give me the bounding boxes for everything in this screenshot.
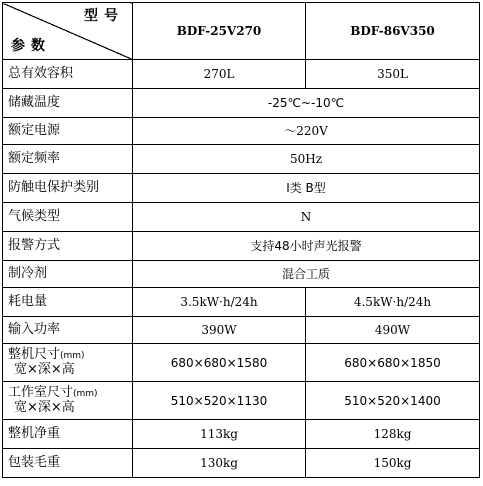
row-label-main: 整机尺寸 — [8, 347, 61, 362]
table-row — [3, 89, 480, 118]
spec-table-container — [2, 2, 480, 478]
value-b: 490W — [306, 317, 480, 344]
row-label: 制冷剂 — [3, 261, 133, 288]
value-a: 270L — [133, 60, 306, 89]
row-label-sub: 宽×深×高 — [14, 362, 75, 377]
row-label: 耗电量 — [3, 288, 133, 317]
model-header-label: 型号 — [84, 8, 124, 24]
table-row — [3, 232, 480, 261]
row-label-unit: (mm) — [60, 351, 85, 361]
value-merged: -25℃~-10℃ — [133, 89, 480, 118]
header-diagonal-cell — [3, 3, 133, 60]
model-a-header: BDF-25V270 — [133, 3, 306, 60]
value-b: 128kg — [306, 420, 480, 449]
value-merged: 50Hz — [133, 145, 480, 174]
row-label: 输入功率 — [3, 317, 133, 344]
value-merged: ～220V — [133, 118, 480, 145]
row-label: 报警方式 — [3, 232, 133, 261]
row-label-unit: (mm) — [73, 389, 98, 399]
value-a: 113kg — [133, 420, 306, 449]
value-merged: I类 B型 — [133, 174, 480, 203]
spec-table — [2, 2, 480, 478]
value-b: 350L — [306, 60, 480, 89]
row-label — [3, 344, 133, 382]
row-label: 总有效容积 — [3, 60, 133, 89]
table-row — [3, 145, 480, 174]
value-a: 130kg — [133, 449, 306, 478]
table-row — [3, 174, 480, 203]
value-merged: 支持48小时声光报警 — [133, 232, 480, 261]
value-a: 510×520×1130 — [133, 382, 306, 420]
table-row — [3, 118, 480, 145]
value-b: 4.5kW·h/24h — [306, 288, 480, 317]
model-b-header: BDF-86V350 — [306, 3, 480, 60]
table-row — [3, 288, 480, 317]
row-label: 整机净重 — [3, 420, 133, 449]
table-row — [3, 382, 480, 420]
value-a: 3.5kW·h/24h — [133, 288, 306, 317]
value-b: 150kg — [306, 449, 480, 478]
table-row — [3, 317, 480, 344]
table-row — [3, 261, 480, 288]
row-label — [3, 382, 133, 420]
value-b: 510×520×1400 — [306, 382, 480, 420]
value-merged: N — [133, 203, 480, 232]
table-row — [3, 60, 480, 89]
param-header-label: 参数 — [11, 38, 51, 54]
row-label: 额定电源 — [3, 118, 133, 145]
row-label: 额定频率 — [3, 145, 133, 174]
row-label: 包装毛重 — [3, 449, 133, 478]
value-a: 680×680×1580 — [133, 344, 306, 382]
row-label: 气候类型 — [3, 203, 133, 232]
row-label: 储藏温度 — [3, 89, 133, 118]
table-row — [3, 203, 480, 232]
value-merged: 混合工质 — [133, 261, 480, 288]
header-row — [3, 3, 480, 60]
row-label-sub: 宽×深×高 — [14, 400, 75, 415]
table-row — [3, 344, 480, 382]
value-a: 390W — [133, 317, 306, 344]
row-label: 防触电保护类别 — [3, 174, 133, 203]
row-label-main: 工作室尺寸 — [8, 385, 74, 400]
value-b: 680×680×1850 — [306, 344, 480, 382]
table-row — [3, 420, 480, 449]
table-row — [3, 449, 480, 478]
